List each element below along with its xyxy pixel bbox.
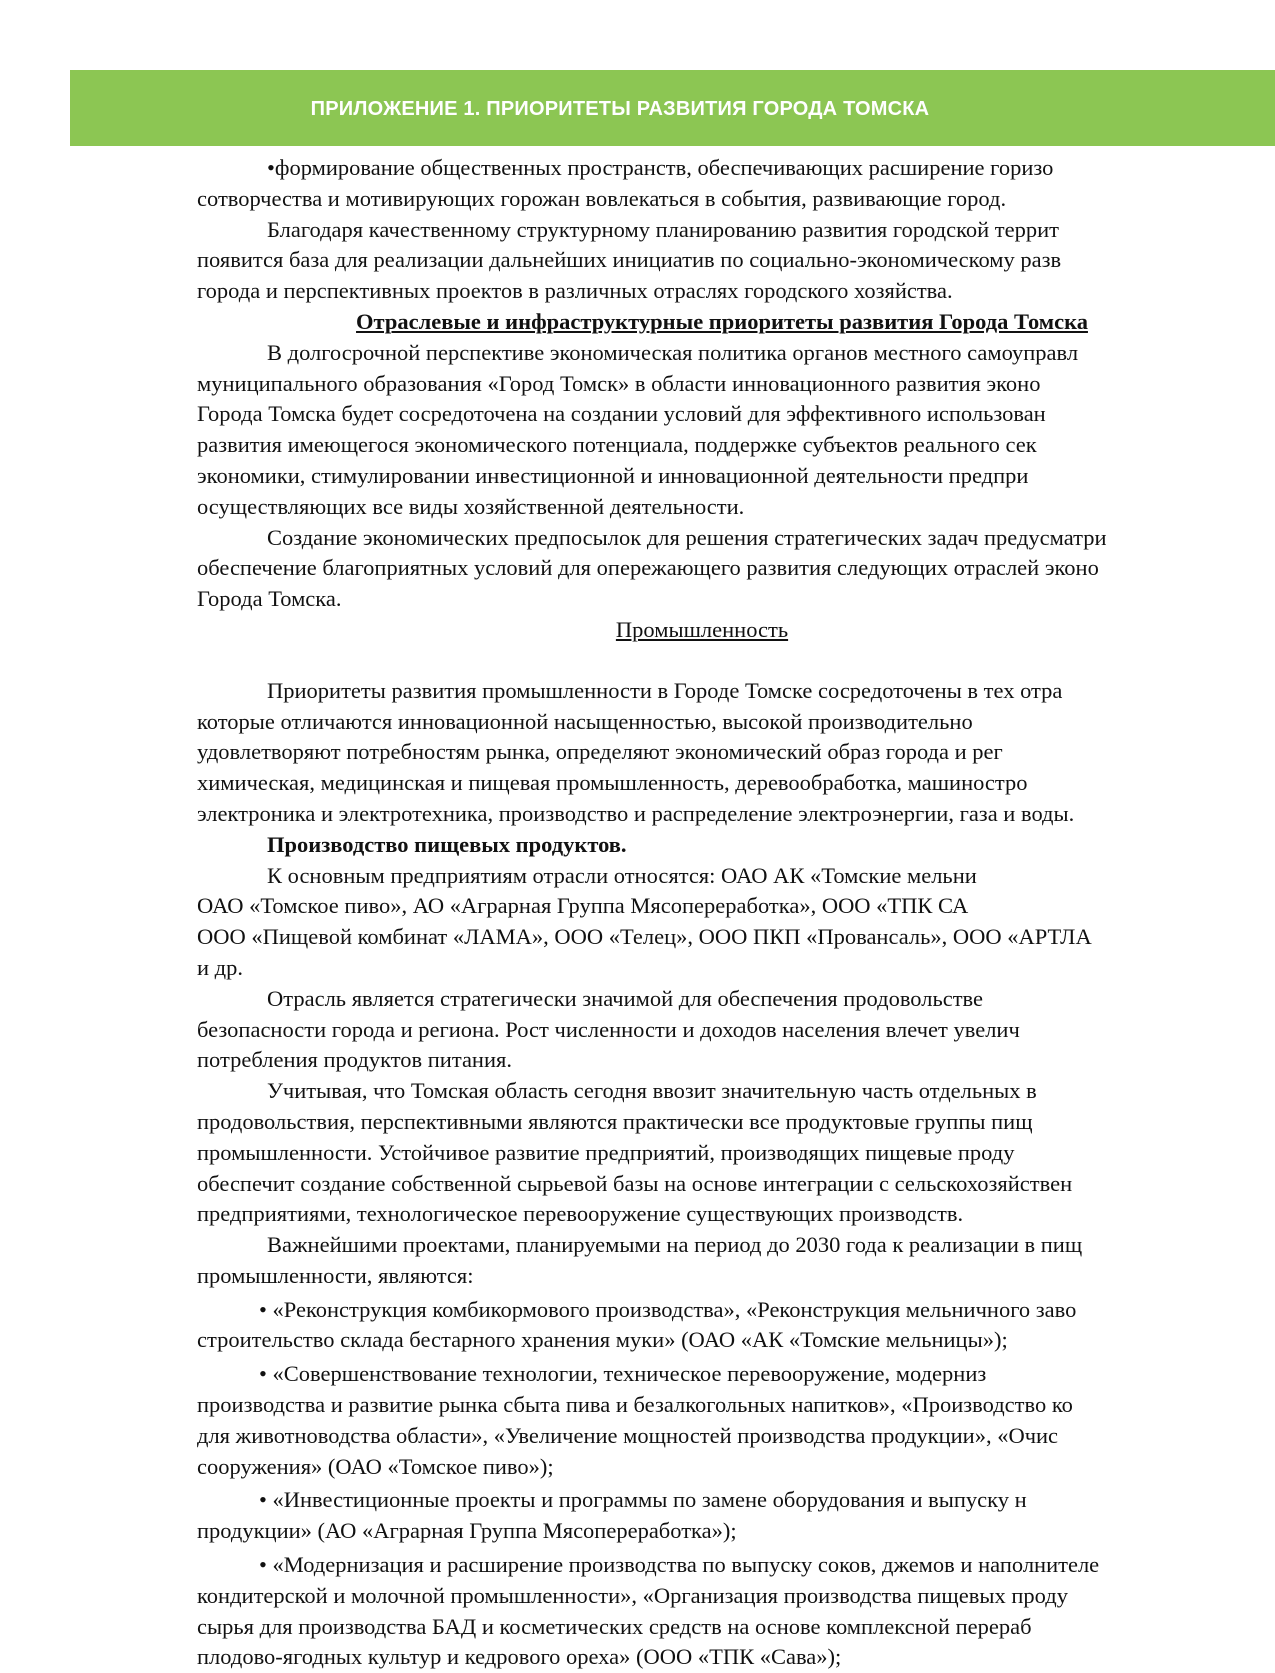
header-bar [70,70,1275,146]
text-line: Благодаря качественному структурному планированию развития городской террит [267,216,1059,242]
text-line: электроника и электротехника, производство и распределение электроэнергии, газа и воды. [197,800,1075,826]
paragraph [197,984,1275,1076]
paragraph [197,153,1275,215]
paragraph [197,215,1275,307]
section-heading: Отраслевые и инфраструктурные приоритеты развития Города Томска [356,308,1088,334]
text-line: Приоритеты развития промышленности в Городе Томске сосредоточены в тех отра [267,677,1063,703]
text-line: Отрасль является стратегически значимой для обеспечения продовольстве [267,985,984,1011]
spacer [197,646,1275,676]
text-line: промышленности. Устойчивое развитие предприятий, производящих пищевые проду [197,1139,1015,1165]
page-title: ПРИЛОЖЕНИЕ 1. ПРИОРИТЕТЫ РАЗВИТИЯ ГОРОДА ТОМСКА [310,98,930,120]
text-line: промышленности, являются: [197,1262,474,1288]
paragraph [197,338,1275,523]
text-line: химическая, медицинская и пищевая промышленность, деревообработка, машиностро [197,770,1028,796]
text-line: сырья для производства БАД и косметических средств на основе комплексной перераб [197,1613,1032,1639]
text-line: производства и развитие рынка сбыта пива и безалкогольных напитков», «Производство ко [197,1392,1073,1418]
text-line: осуществляющих все виды хозяйственной деятельности. [197,493,745,519]
text-line: безопасности города и региона. Рост численности и доходов населения влечет увелич [197,1016,1020,1042]
paragraph [197,1076,1275,1230]
bullet-item [197,1359,1275,1482]
text-line: Города Томска будет сосредоточена на создании условий для эффективного использован [197,401,1046,427]
text-line: плодово-ягодных культур и кедрового ореха» (ООО «ТПК «Сава»); [197,1644,842,1670]
text-line: удовлетворяют потребностям рынка, определяют экономический образ города и рег [197,739,1003,765]
text-line: обеспечение благоприятных условий для опережающего развития следующих отраслей эконо [197,555,1099,581]
text-line: • «Совершенствование технологии, техническое перевооружение, модерниз [259,1361,987,1387]
bullet-item [197,1295,1275,1357]
text-line: развития имеющегося экономического потенциала, поддержке субъектов реального сек [197,432,1037,458]
text-line: Города Томска. [197,586,342,612]
text-line: экономики, стимулировании инвестиционной и инновационной деятельности предпри [197,462,1029,488]
text-line: муниципального образования «Город Томск» в области инновационного развития эконо [197,370,1041,396]
text-line: •формирование общественных пространств, обеспечивающих расширение горизо [267,155,1054,180]
subsection-heading: Промышленность [615,616,789,642]
paragraph [197,676,1275,830]
text-line: Создание экономических предпосылок для решения стратегических задач предусматри [267,524,1107,550]
text-line: В долгосрочной перспективе экономическая политика органов местного самоуправл [267,339,1079,365]
text-line: К основным предприятиям отрасли относятся: ОАО АК «Томские мельни [267,862,977,888]
paragraph [197,1230,1275,1292]
text-line: строительство склада бестарного хранения муки» (ОАО «АК «Томские мельницы»); [197,1327,1008,1353]
bullet-item [197,1485,1275,1547]
text-line: • «Инвестиционные проекты и программы по замене оборудования и выпуску н [259,1487,1027,1513]
text-line: продукции» (АО «Аграрная Группа Мясопереработка»); [197,1518,737,1544]
text-line: • «Модернизация и расширение производства по выпуску соков, джемов и наполнителе [259,1552,1100,1578]
text-line: сотворчества и мотивирующих горожан вовлекаться в события, развивающие город. [197,185,1007,211]
text-line: которые отличаются инновационной насыщенностью, высокой производительно [197,708,973,734]
paragraph [197,861,1275,984]
text-line: потребления продуктов питания. [197,1047,512,1073]
text-line: кондитерской и молочной промышленности», «Организация производства пищевых проду [197,1582,1068,1608]
text-line: ООО «Пищевой комбинат «ЛАМА», ООО «Телец», ООО ПКП «Провансаль», ООО «АРТЛА [197,924,1092,950]
text-line: обеспечит создание собственной сырьевой базы на основе интеграции с сельскохозяйствен [197,1170,1073,1196]
text-line: Важнейшими проектами, планируемыми на период до 2030 года к реализации в пищ [267,1232,1083,1258]
bold-heading: Производство пищевых продуктов. [267,831,627,857]
text-line: и др. [197,954,243,980]
text-line: города и перспективных проектов в различных отраслях городского хозяйства. [197,278,953,304]
text-line: появится база для реализации дальнейших инициатив по социально-экономическому разв [197,247,1062,273]
text-line: для животноводства области», «Увеличение мощностей производства продукции», «Очис [197,1422,1059,1448]
paragraph [197,523,1275,615]
text-line: Учитывая, что Томская область сегодня ввозит значительную часть отдельных в [267,1078,1037,1104]
bullet-item [197,1550,1275,1673]
text-line: сооружения» (ОАО «Томское пиво»); [197,1453,554,1479]
text-line: предприятиями, технологическое перевооружение существующих производств. [197,1201,964,1227]
text-line: ОАО «Томское пиво», АО «Аграрная Группа Мясопереработка», ООО «ТПК СА [197,893,969,919]
text-line: • «Реконструкция комбикормового производства», «Реконструкция мельничного заво [259,1296,1077,1322]
document-body [197,153,1275,1673]
text-line: продовольствия, перспективными являются практически все продуктовые группы пищ [197,1108,1033,1134]
